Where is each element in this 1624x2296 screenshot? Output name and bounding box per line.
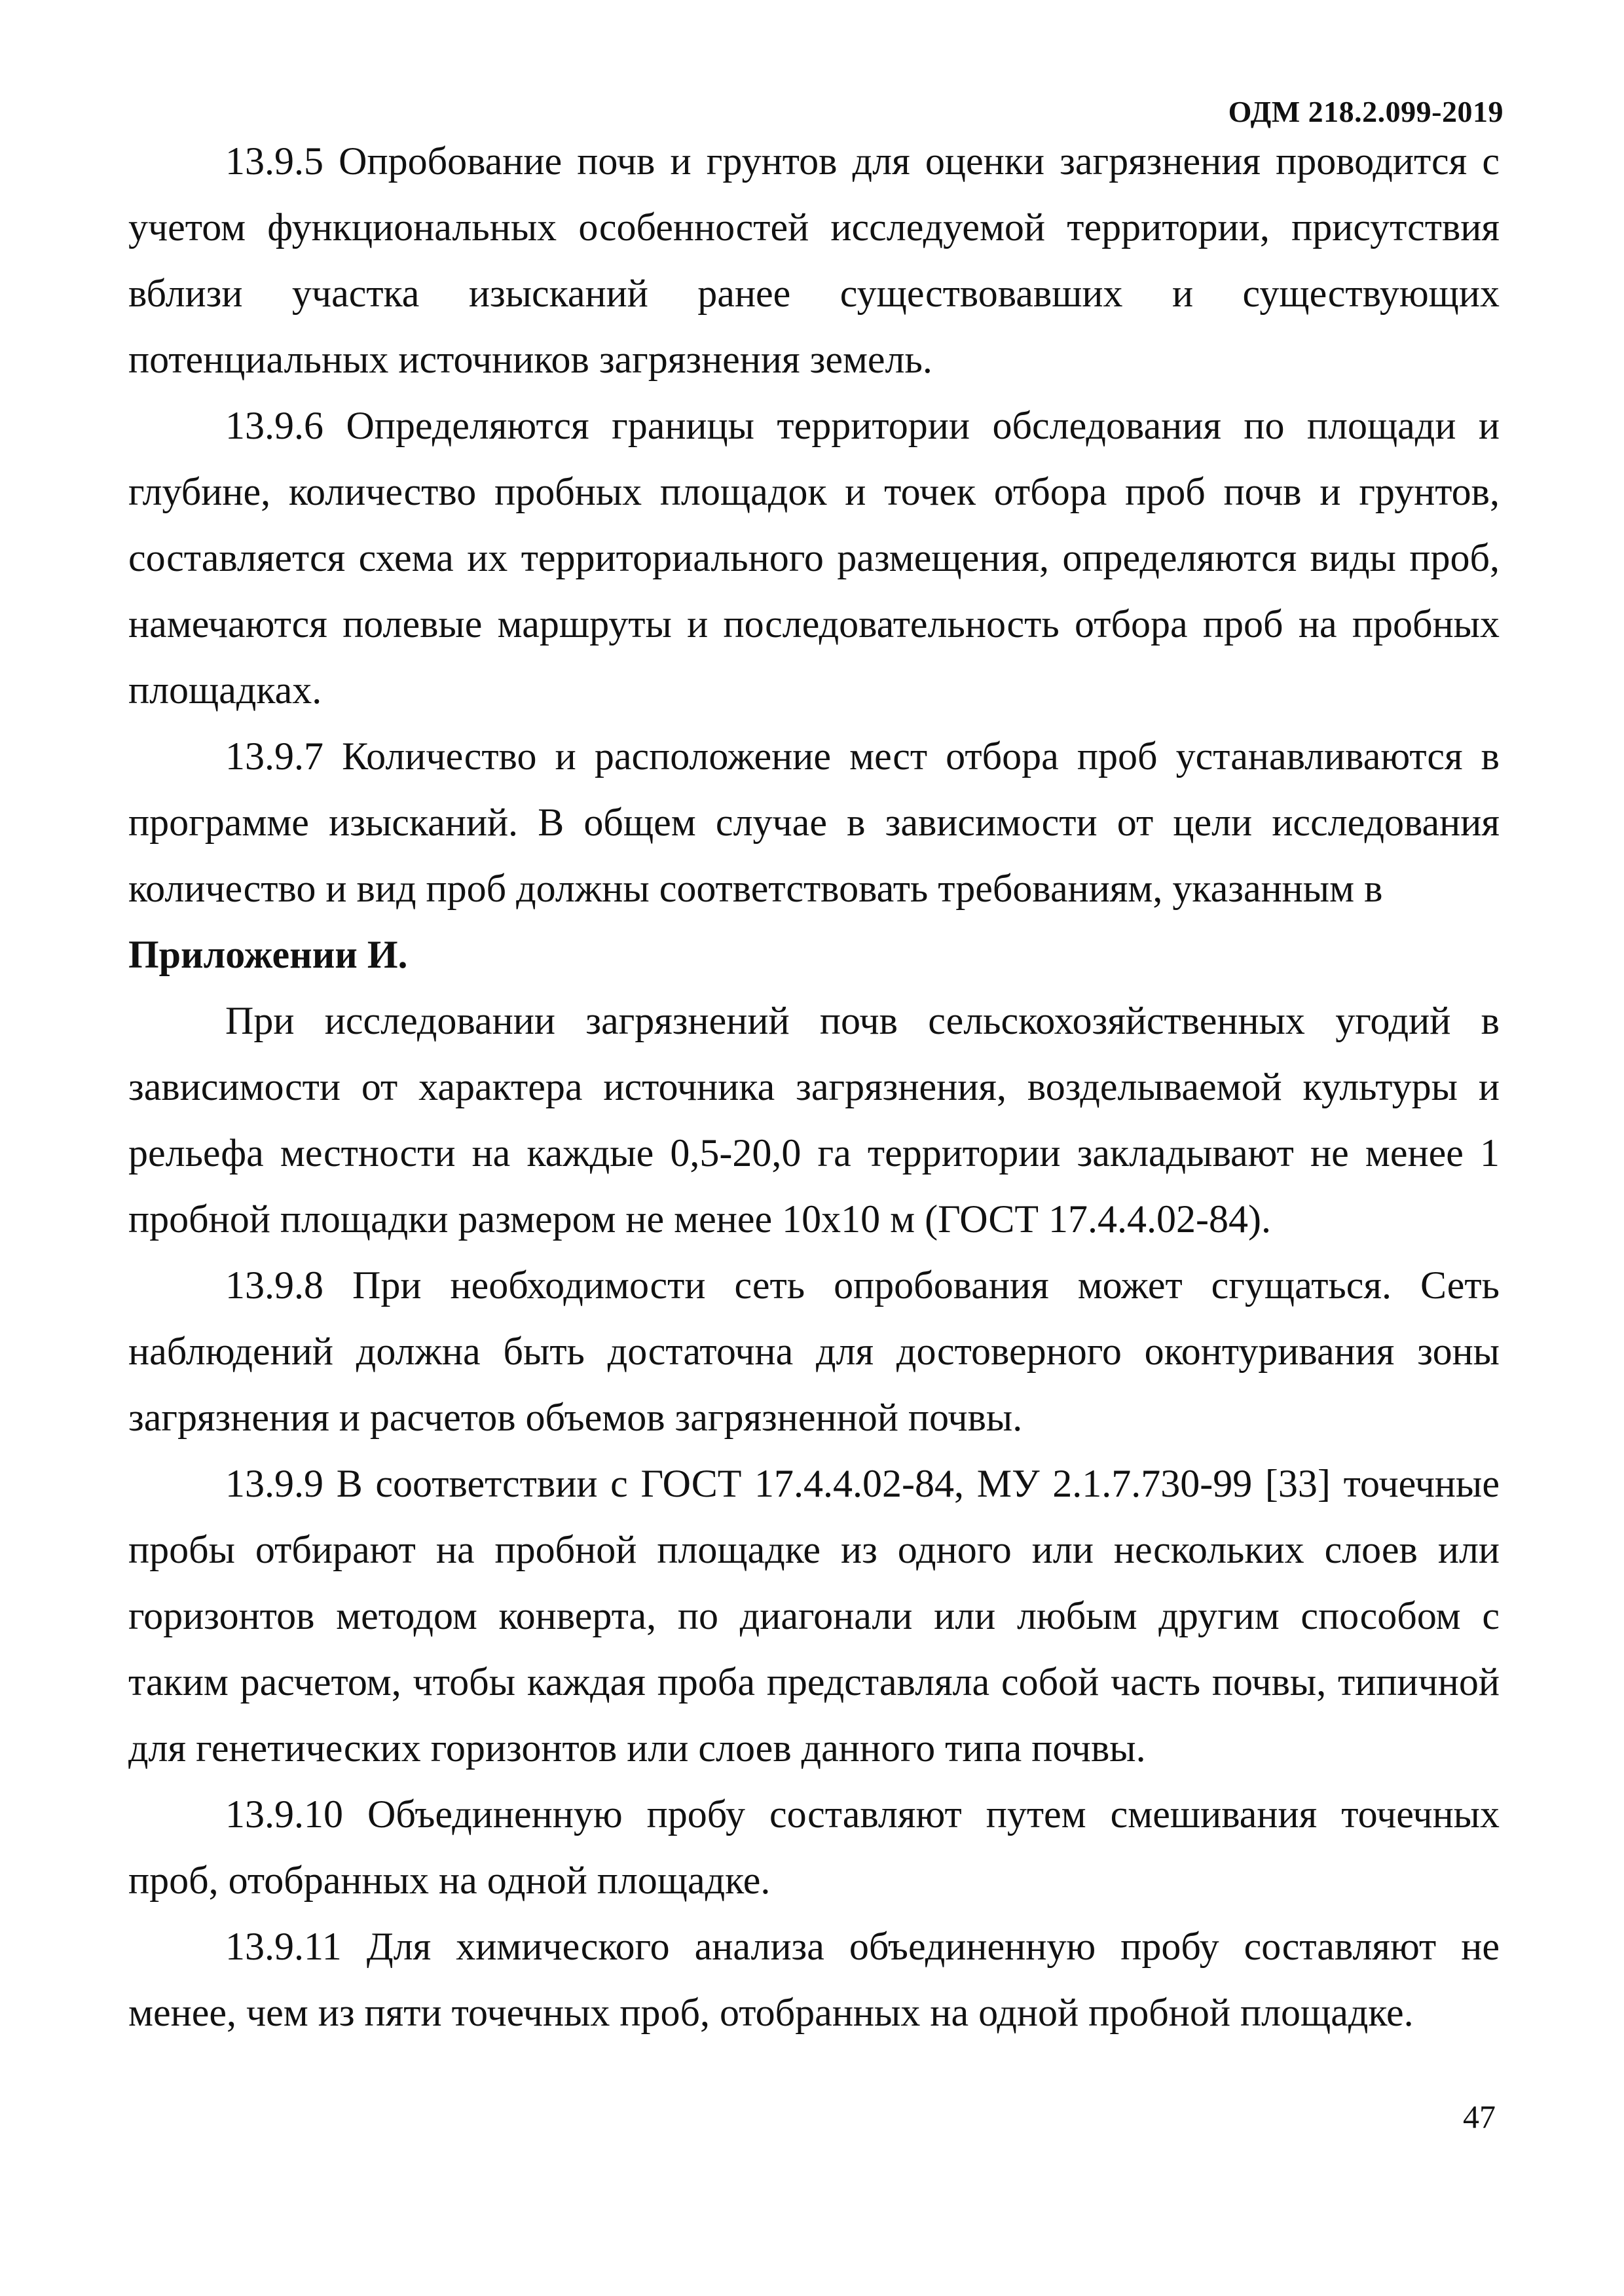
paragraph-13-9-6: 13.9.6 Определяются границы территории обследования по площади и глубине, количество пробных площадок и точек отбора проб почв и грунтов, составляется схема их территориального размещения, определяются виды проб, намечаются полевые маршруты и последовательность отбора проб на пробных площадках. (128, 404, 1500, 712)
paragraph-agricultural-lands: При исследовании загрязнений почв сельскохозяйственных угодий в зависимости от характера источника загрязнения, возделываемой культуры и рельефа местности на каждые 0,5-20,0 га территории закладывают не менее 1 пробной площадки размером не менее 10x10 м (ГОСТ 17.4.4.02-84). (128, 999, 1500, 1241)
paragraph-13-9-5: 13.9.5 Опробование почв и грунтов для оценки загрязнения проводится с учетом функциональных особенностей исследуемой территории, присутствия вблизи участка изысканий ранее существовавших и существующих потенциальных источников загрязнения земель. (128, 139, 1500, 381)
paragraph-13-9-8: 13.9.8 При необходимости сеть опробования может сгущаться. Сеть наблюдений должна быть достаточна для достоверного оконтуривания зоны загрязнения и расчетов объемов загрязненной почвы. (128, 1264, 1500, 1439)
paragraph-13-9-9: 13.9.9 В соответствии с ГОСТ 17.4.4.02-84, МУ 2.1.7.730-99 [33] точечные пробы отбирают на пробной площадке из одного или нескольких слоев или горизонтов методом конверта, по диагонали или любым другим способом с таким расчетом, чтобы каждая проба представляла собой часть почвы, типичной для генетических горизонтов или слоев данного типа почвы. (128, 1462, 1500, 1770)
paragraph-13-9-7: 13.9.7 Количество и расположение мест отбора проб устанавливаются в программе изысканий. В общем случае в зависимости от цели исследования количество и вид проб должны соответствовать требованиям, указанным в (128, 735, 1500, 910)
page-number: 47 (1463, 2098, 1496, 2135)
appendix-reference: Приложении И. (128, 933, 408, 976)
document-body (128, 128, 1500, 2046)
document-code: ОДМ 218.2.099-2019 (1228, 95, 1504, 128)
paragraph-13-9-10: 13.9.10 Объединенную пробу составляют путем смешивания точечных проб, отобранных на одной площадке. (128, 1793, 1500, 1902)
paragraph-13-9-11: 13.9.11 Для химического анализа объединенную пробу составляют не менее, чем из пяти точечных проб, отобранных на одной пробной площадке. (128, 1925, 1500, 2034)
